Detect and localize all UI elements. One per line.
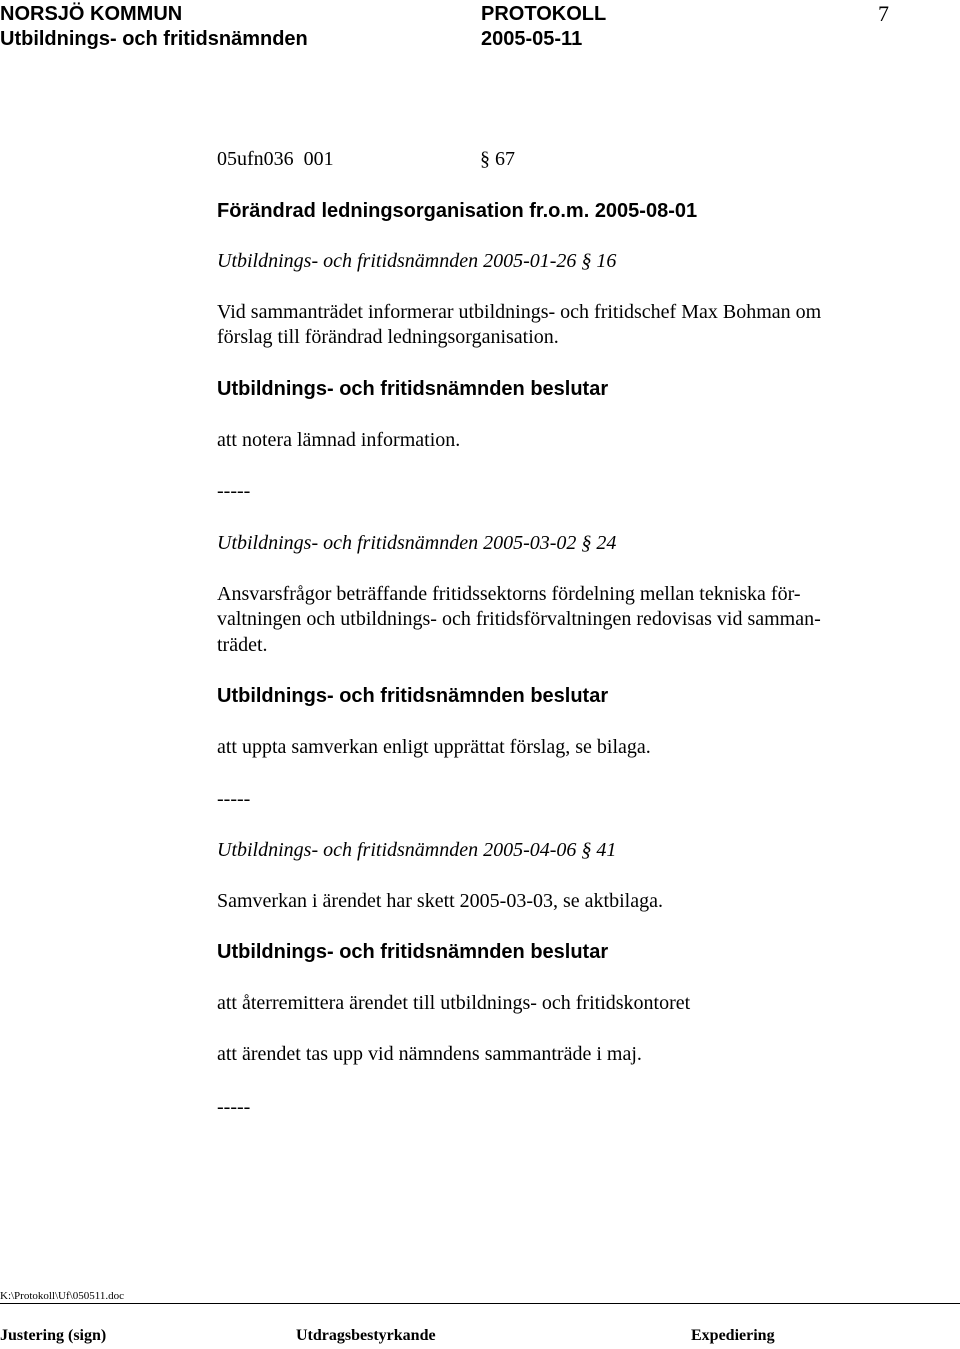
section-2-body-line-2: valtningen och utbildnings- och fritidsförvaltningen redovisas vid samman- bbox=[217, 608, 821, 630]
section-2-body-line-1: Ansvarsfrågor beträffande fritidssektorns fördelning mellan tekniska för- bbox=[217, 583, 801, 605]
section-3-decision-2: att ärendet tas upp vid nämndens sammanträde i maj. bbox=[217, 1043, 642, 1065]
separator: ----- bbox=[217, 480, 251, 502]
case-title: Förändrad ledningsorganisation fr.o.m. 2005-08-01 bbox=[217, 200, 698, 222]
section-2-decision-heading: Utbildnings- och fritidsnämnden beslutar bbox=[217, 685, 609, 707]
section-1-heading: Utbildnings- och fritidsnämnden 2005-01-26 § 16 bbox=[217, 250, 617, 272]
doc-type: PROTOKOLL bbox=[481, 3, 607, 25]
separator: ----- bbox=[217, 1096, 251, 1118]
utdragsbestyrkande-label: Utdragsbestyrkande bbox=[296, 1327, 436, 1344]
justering-label: Justering (sign) bbox=[0, 1327, 107, 1344]
section-3-heading: Utbildnings- och fritidsnämnden 2005-04-06 § 41 bbox=[217, 839, 617, 861]
meeting-date: 2005-05-11 bbox=[481, 28, 583, 50]
expediering-label: Expediering bbox=[691, 1327, 775, 1344]
org-name: NORSJÖ KOMMUN bbox=[0, 3, 183, 25]
section-3-decision-heading: Utbildnings- och fritidsnämnden beslutar bbox=[217, 941, 609, 963]
committee-name: Utbildnings- och fritidsnämnden bbox=[0, 28, 308, 50]
section-2-decision-1: att uppta samverkan enligt upprättat förslag, se bilaga. bbox=[217, 736, 651, 758]
section-2-body-line-3: trädet. bbox=[217, 634, 268, 656]
footer-divider bbox=[0, 1303, 960, 1304]
case-ref bbox=[217, 146, 907, 172]
separator: ----- bbox=[217, 788, 251, 810]
paragraph-number: § 67 bbox=[480, 148, 515, 170]
section-3-body-line-1: Samverkan i ärendet har skett 2005-03-03, se aktbilaga. bbox=[217, 890, 663, 912]
section-1-decision-1: att notera lämnad information. bbox=[217, 429, 461, 451]
page-number: 7 bbox=[878, 1, 889, 26]
case-number: 05ufn036 001 bbox=[217, 148, 334, 170]
section-2-heading: Utbildnings- och fritidsnämnden 2005-03-02 § 24 bbox=[217, 532, 617, 554]
section-3-decision-1: att återremittera ärendet till utbildnings- och fritidskontoret bbox=[217, 992, 691, 1014]
section-1-body-line-1: Vid sammanträdet informerar utbildnings- och fritidschef Max Bohman om bbox=[217, 301, 822, 323]
file-path: K:\Protokoll\Uf\050511.doc bbox=[0, 1290, 124, 1302]
section-1-body-line-2: förslag till förändrad ledningsorganisation. bbox=[217, 326, 559, 348]
section-1-decision-heading: Utbildnings- och fritidsnämnden beslutar bbox=[217, 378, 609, 400]
